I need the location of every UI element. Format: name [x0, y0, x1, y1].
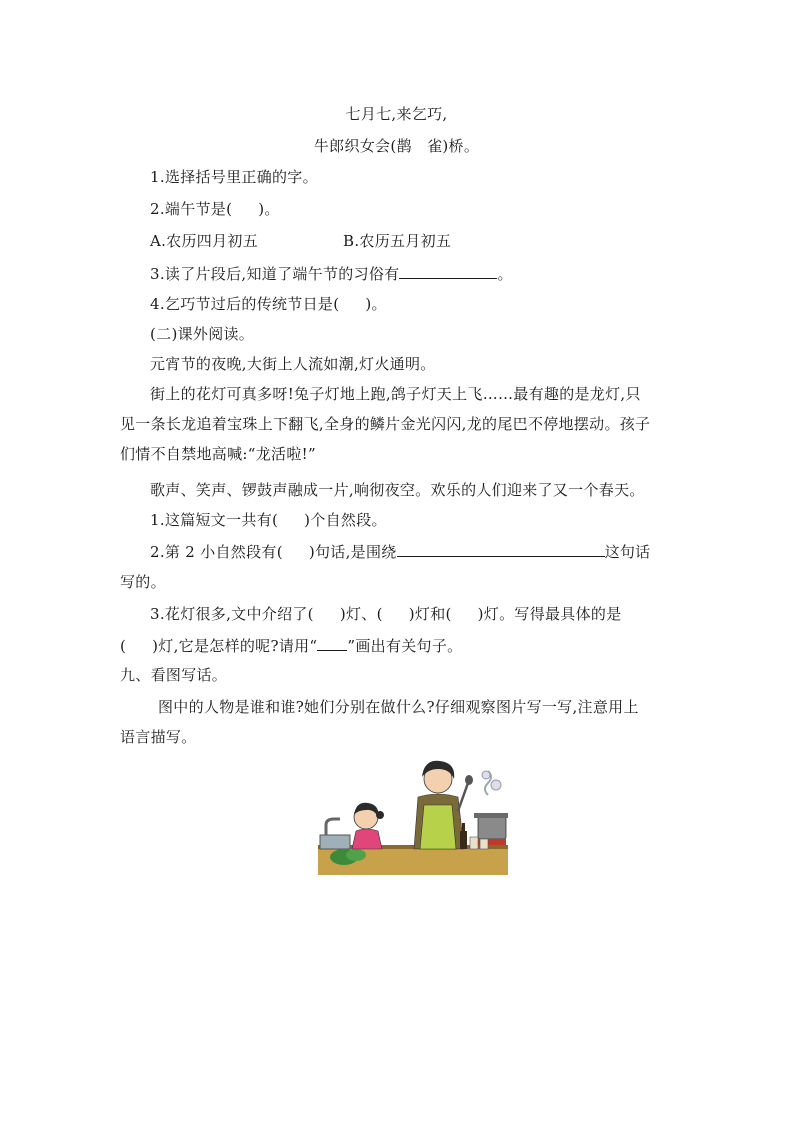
poem-line-2: 牛郎织女会(鹊 雀)桥。	[313, 137, 480, 155]
reading-question-2	[150, 541, 650, 562]
answer-line[interactable]	[399, 263, 497, 279]
reading-question-2-line-2: 写的。	[120, 573, 166, 591]
question-3-text: 3.读了片段后,知道了端午节的习俗有	[150, 265, 400, 283]
reading-question-1-end: )个自然段。	[304, 511, 387, 529]
question-3-end: 。	[497, 265, 513, 283]
reading-question-3-text-d: )灯。写得最具体的是	[477, 605, 622, 623]
faucet	[326, 819, 340, 835]
reading-question-3-l2-b: )灯,它是怎样的呢?请用“	[152, 637, 318, 655]
passage-paragraph-2-line-1: 街上的花灯可真多呀!兔子灯地上跑,鸽子灯天上飞……最有趣的是龙灯,只	[150, 385, 641, 403]
pot	[478, 817, 506, 839]
question-2	[150, 199, 280, 219]
question-3	[150, 263, 513, 284]
question-2-end: )。	[258, 200, 280, 218]
underline-sample	[317, 635, 347, 651]
reading-question-1	[150, 510, 387, 530]
passage-paragraph-1: 元宵节的夜晚,大街上人流如潮,灯火通明。	[150, 355, 436, 373]
option-b: B.农历五月初五	[343, 232, 452, 250]
section-2-heading: (二)课外阅读。	[150, 325, 255, 343]
passage-paragraph-2-line-2: 见一条长龙追着宝珠上下翻飞,全身的鳞片金光闪闪,龙的尾巴不停地摆动。孩子	[120, 415, 651, 433]
ladle	[458, 783, 468, 811]
reading-question-3	[150, 604, 622, 624]
reading-question-1-text: 1.这篇短文一共有(	[150, 511, 279, 529]
apron	[420, 805, 456, 849]
reading-question-2-text: 2.第 2 小自然段有(	[150, 543, 283, 561]
question-4-end: )。	[365, 295, 387, 313]
reading-question-3-l2-c: ”画出有关句子。	[347, 637, 463, 655]
section-9-heading: 九、看图写话。	[120, 666, 228, 684]
reading-question-3-text-a: 3.花灯很多,文中介绍了(	[150, 605, 314, 623]
question-1: 1.选择括号里正确的字。	[150, 168, 318, 186]
poem-line-1: 七月七,来乞巧,	[345, 105, 448, 123]
reading-question-3-text-b: )灯、(	[339, 605, 383, 623]
sink	[320, 835, 350, 849]
question-2-text: 2.端午节是(	[150, 200, 233, 218]
reading-question-3-l2-a: (	[120, 637, 127, 655]
reading-question-3-line-2	[120, 635, 462, 656]
reading-question-2-mid: )句话,是围绕	[308, 543, 397, 561]
question-4	[150, 294, 387, 314]
bottle	[460, 831, 467, 849]
option-a: A.农历四月初五	[150, 232, 259, 250]
passage-paragraph-2-line-3: 们情不自禁地高喊:“龙活啦!”	[120, 445, 316, 463]
question-4-text: 4.乞巧节过后的传统节日是(	[150, 295, 340, 313]
writing-prompt-line-2: 语言描写。	[120, 728, 197, 746]
passage-paragraph-3: 歌声、笑声、锣鼓声融成一片,响彻夜空。欢乐的人们迎来了又一个春天。	[150, 481, 645, 499]
writing-prompt-line-1: 图中的人物是谁和谁?她们分别在做什么?仔细观察图片写一写,注意用上	[158, 698, 639, 716]
kitchen-illustration	[318, 755, 508, 875]
reading-question-2-end: 这句话	[604, 543, 651, 561]
answer-line[interactable]	[397, 541, 605, 557]
reading-question-3-text-c: )灯和(	[408, 605, 452, 623]
